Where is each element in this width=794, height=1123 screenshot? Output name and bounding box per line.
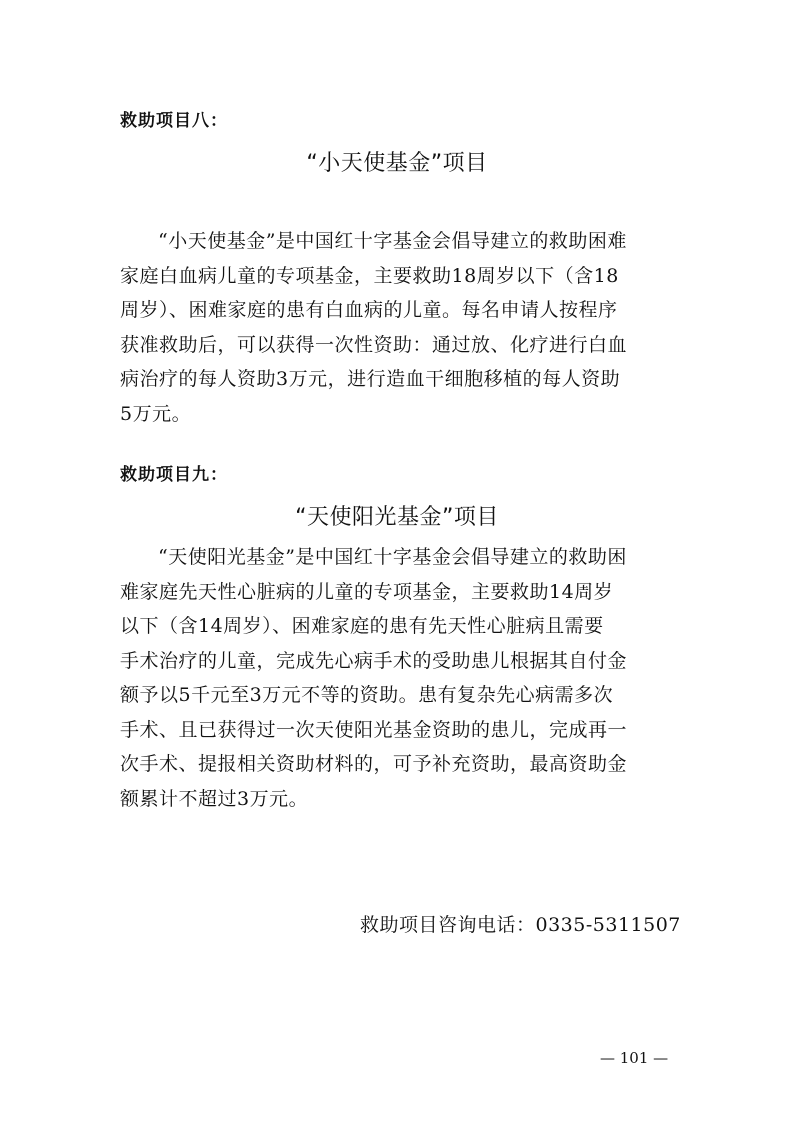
paragraph-line: 获准救助后，可以获得一次性资助：通过放、化疗进行白血 — [120, 333, 628, 356]
contact-phone: 救助项目咨询电话：0335-5311507 — [360, 914, 681, 936]
paragraph-line: 次手术、提报相关资助材料的，可予补充资助，最高资助金 — [120, 753, 628, 775]
section-8-label: 救助项目八： — [120, 111, 228, 131]
paragraph-line: 额予以5千元至3万元不等的资助。患有复杂先心病需多次 — [120, 684, 614, 706]
paragraph-line: 难家庭先天性心脏病的儿童的专项基金，主要救助14周岁 — [120, 580, 614, 603]
paragraph-line: 额累计不超过3万元。 — [120, 787, 309, 810]
paragraph-line: 手术、且已获得过一次天使阳光基金资助的患儿，完成再一 — [120, 718, 628, 741]
paragraph-line: “天使阳光基金”是中国红十字基金会倡导建立的救助困 — [158, 546, 627, 568]
paragraph-line: 家庭白血病儿童的专项基金，主要救助18周岁以下（含18 — [120, 264, 619, 287]
section-9-label: 救助项目九： — [120, 465, 228, 485]
section-9-title: “天使阳光基金”项目 — [295, 505, 499, 530]
paragraph-line: 病治疗的每人资助3万元，进行造血干细胞移植的每人资助 — [120, 368, 621, 390]
paragraph-line: 周岁）、困难家庭的患有白血病的儿童。每名申请人按程序 — [120, 299, 618, 321]
paragraph-line: 5万元。 — [120, 402, 192, 425]
paragraph-line: “小天使基金”是中国红十字基金会倡导建立的救助困难 — [158, 230, 627, 252]
section-9-paragraph — [120, 540, 675, 816]
paragraph-line: 以下（含14周岁）、困难家庭的患有先天性心脏病且需要 — [120, 615, 604, 637]
section-8-paragraph — [120, 224, 675, 431]
section-8-title: “小天使基金”项目 — [306, 151, 488, 176]
paragraph-line: 手术治疗的儿童，完成先心病手术的受助患儿根据其自付金 — [120, 649, 628, 672]
page-number: — 101 — — [600, 1049, 669, 1067]
